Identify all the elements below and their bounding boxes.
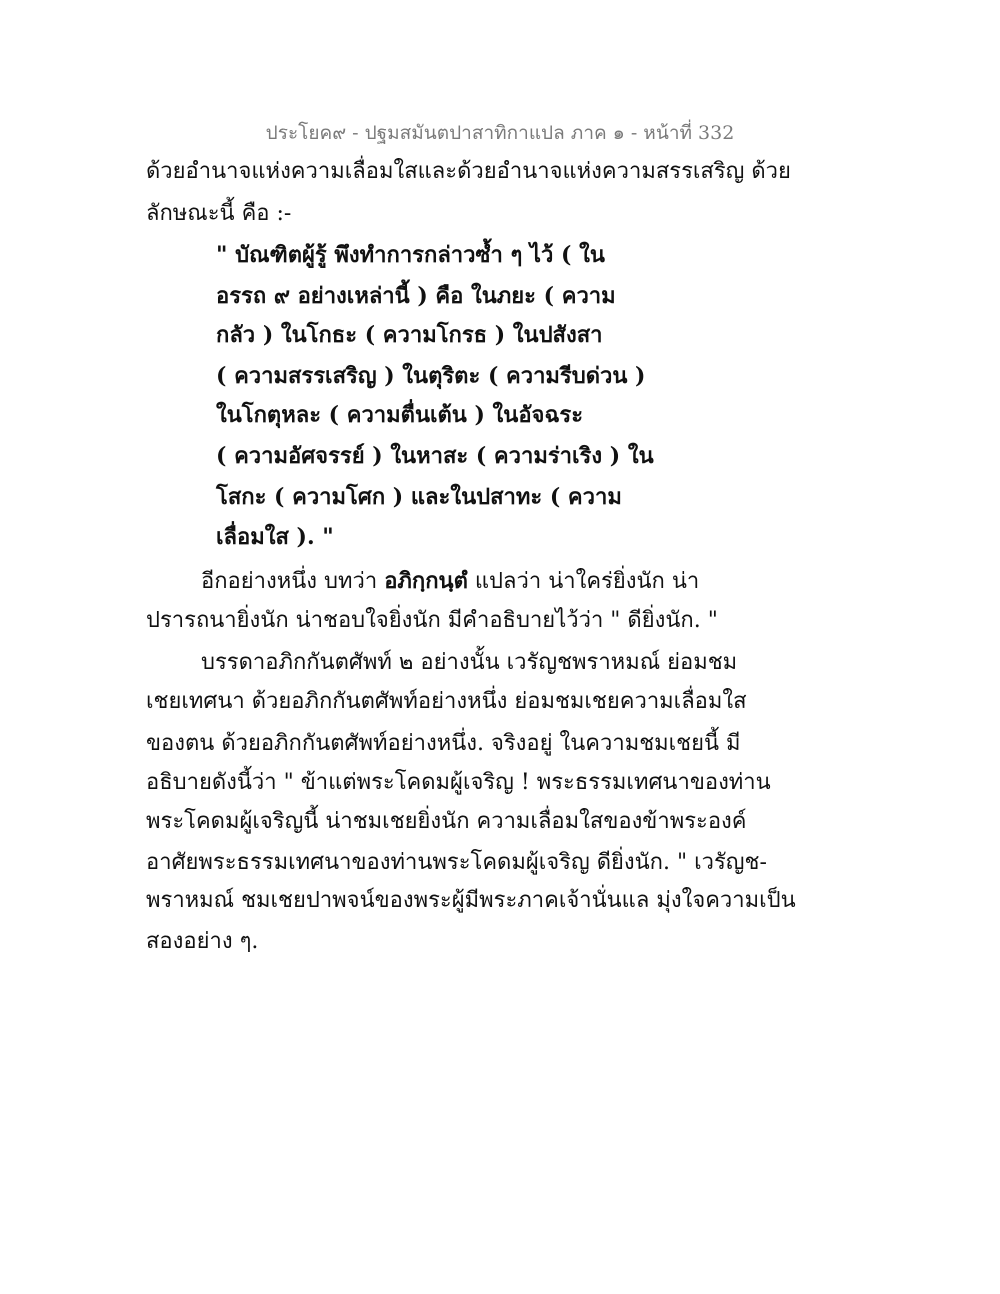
verse-line-5: ในโกตุหละ ( ความตื่นเต้น ) ในอัจฉระ bbox=[216, 402, 584, 428]
verse-line-4: ( ความสรรเสริญ ) ในตุริตะ ( ความรีบด่วน ) bbox=[216, 363, 646, 389]
para3-line-2: เชยเทศนา ด้วยอภิกกันตศัพท์อย่างหนึ่ง ย่อมชมเชยความเลื่อมใส bbox=[146, 689, 747, 714]
verse-line-2: อรรถ ๙ อย่างเหล่านี้ ) คือ ในภยะ ( ความ bbox=[216, 283, 616, 309]
para2-line-1 bbox=[201, 566, 699, 597]
para3-line-3: ของตน ด้วยอภิกกันตศัพท์อย่างหนึ่ง. จริงอยู่ ในความชมเชยนี้ มี bbox=[146, 731, 741, 756]
verse-line-8: เลื่อมใส ). " bbox=[216, 524, 334, 550]
intro-line-1: ด้วยอำนาจแห่งความเลื่อมใสและด้วยอำนาจแห่งความสรรเสริญ ด้วย bbox=[146, 159, 791, 184]
para2-text-b: แปลว่า น่าใคร่ยิ่งนัก น่า bbox=[467, 569, 700, 594]
para3-line-7: พราหมณ์ ชมเชยปาพจน์ของพระผู้มีพระภาคเจ้านั่นแล มุ่งใจความเป็น bbox=[146, 888, 796, 913]
para3-line-8: สองอย่าง ๆ. bbox=[146, 929, 259, 954]
verse-line-3: กลัว ) ในโกธะ ( ความโกรธ ) ในปสังสา bbox=[216, 322, 603, 348]
para2-text-a: อีกอย่างหนึ่ง บทว่า bbox=[201, 569, 385, 594]
intro-line-2: ลักษณะนี้ คือ :- bbox=[146, 201, 292, 226]
para3-line-5: พระโคดมผู้เจริญนี้ น่าชมเชยยิ่งนัก ความเลื่อมใสของข้าพระองค์ bbox=[146, 809, 747, 834]
para3-line-1: บรรดาอภิกกันตศัพท์ ๒ อย่างนั้น เวรัญชพราหมณ์ ย่อมชม bbox=[201, 650, 738, 675]
verse-line-6: ( ความอัศจรรย์ ) ในหาสะ ( ความร่าเริง ) ใน bbox=[216, 443, 654, 469]
para3-line-6: อาศัยพระธรรมเทศนาของท่านพระโคดมผู้เจริญ ดียิ่งนัก. " เวรัญช- bbox=[146, 850, 767, 875]
verse-line-1: " บัณฑิตผู้รู้ พึงทำการกล่าวซ้ำ ๆ ไว้ ( ใน bbox=[216, 242, 605, 268]
para2-bold-term: อภิกฺกนฺตํ bbox=[384, 568, 468, 594]
para3-line-4: อธิบายดังนี้ว่า " ข้าแต่พระโคดมผู้เจริญ ! พระธรรมเทศนาของท่าน bbox=[146, 770, 771, 795]
page-header: ประโยค๙ - ปฐมสมันตปาสาทิกาแปล ภาค ๑ - หน้าที่ 332 bbox=[265, 122, 735, 144]
verse-line-7: โสกะ ( ความโศก ) และในปสาทะ ( ความ bbox=[216, 484, 622, 510]
para2-line-2: ปรารถนายิ่งนัก น่าชอบใจยิ่งนัก มีคำอธิบายไว้ว่า " ดียิ่งนัก. " bbox=[146, 608, 718, 633]
